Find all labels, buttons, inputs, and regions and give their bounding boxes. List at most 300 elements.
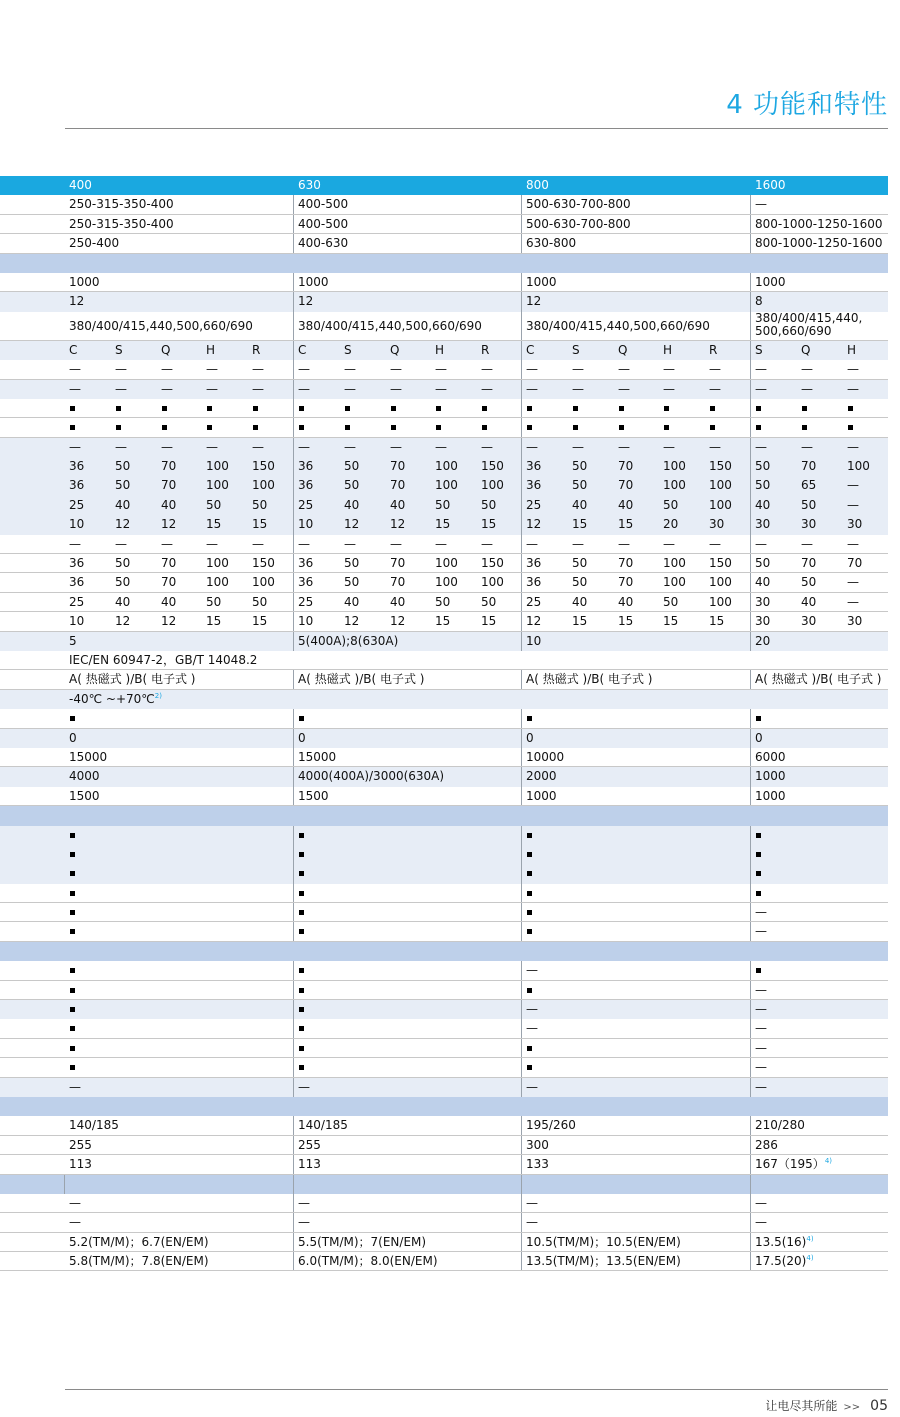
cell-text: —: [298, 1215, 310, 1230]
table-cell: [751, 1136, 892, 1154]
table-subcell: [252, 418, 258, 437]
table-subcell: —: [481, 362, 493, 377]
table-cell: [751, 234, 892, 252]
bullet-square-icon: [299, 891, 304, 896]
table-subcell: —: [709, 381, 721, 396]
cell-text: 133: [526, 1157, 549, 1172]
bullet-square-icon: [756, 871, 761, 876]
table-row: [0, 1019, 888, 1038]
table-subcell: 36: [526, 556, 542, 571]
table-subcell: 50: [755, 556, 771, 571]
cell-text: —: [298, 1079, 310, 1094]
footnote-ref: 4): [824, 1157, 832, 1166]
bullet-square-icon: [70, 425, 75, 430]
cell-text: 5.8(TM/M)；7.8(EN/EM): [69, 1254, 209, 1269]
table-cell: [65, 1213, 293, 1231]
bullet-square-icon: [299, 716, 304, 721]
table-subcell: [435, 399, 441, 418]
bullet-square-icon: [664, 425, 669, 430]
table-subcell: 40: [755, 497, 771, 512]
table-subcell: 150: [252, 459, 275, 474]
table-subcell: —: [847, 594, 859, 609]
column-divider: [293, 496, 294, 515]
table-subcell: 100: [481, 478, 504, 493]
table-row: [0, 612, 888, 631]
bullet-square-icon: [299, 1065, 304, 1070]
column-divider: [293, 1175, 294, 1194]
footnote-ref: 2): [154, 691, 162, 700]
table-subcell: —: [847, 362, 859, 377]
table-subcell: 15: [206, 614, 222, 629]
cell-text: 400-630: [298, 236, 349, 251]
bullet-square-icon: [299, 406, 304, 411]
table-cell: [65, 748, 293, 766]
table-subcell: 100: [709, 478, 732, 493]
table-subcell: C: [69, 342, 78, 357]
table-subcell: 100: [435, 575, 458, 590]
table-subcell: 100: [709, 594, 732, 609]
bullet-square-icon: [527, 871, 532, 876]
table-cell: [751, 273, 892, 291]
cell-text: 1500: [298, 788, 329, 803]
table-subcell: —: [115, 536, 127, 551]
cell-text: 5.5(TM/M)；7(EN/EM): [298, 1234, 427, 1249]
table-subcell: 50: [572, 556, 588, 571]
table-subcell: 50: [435, 594, 451, 609]
cell-text: 5: [69, 633, 77, 648]
bullet-square-icon: [756, 716, 761, 721]
table-row: [0, 195, 888, 214]
footer-slogan: 让电尽其所能: [765, 1399, 838, 1413]
table-cell: [65, 961, 293, 979]
table-cell: [294, 1116, 522, 1134]
bullet-square-icon: [391, 425, 396, 430]
table-cell: [294, 729, 522, 748]
cell-text: 2000: [526, 769, 557, 784]
table-subcell: 15: [481, 517, 497, 532]
table-subcell: 70: [618, 478, 634, 493]
table-subcell: 65: [801, 478, 817, 493]
table-row: [0, 312, 888, 341]
table-subcell: 15: [572, 614, 588, 629]
table-subcell: —: [344, 381, 356, 396]
table-subcell: [618, 418, 624, 437]
table-cell: [294, 922, 522, 940]
column-divider: [750, 1175, 751, 1194]
column-divider: [750, 476, 751, 495]
cell-text: 300: [526, 1137, 549, 1152]
table-cell: [751, 922, 892, 940]
bullet-square-icon: [299, 852, 304, 857]
table-cell: [522, 1116, 750, 1134]
table-cell: [522, 787, 750, 805]
table-subcell: C: [526, 342, 535, 357]
cell-text: 0: [755, 730, 763, 745]
table-subcell: [344, 399, 350, 418]
table-cell: [751, 729, 892, 748]
table-subcell: [663, 418, 669, 437]
table-cell: [751, 632, 892, 651]
column-divider: [293, 535, 294, 553]
table-subcell: 100: [252, 478, 275, 493]
cell-text: 380/400/415,440,: [755, 310, 863, 325]
column-divider: [750, 496, 751, 515]
table-subcell: S: [344, 342, 352, 357]
table-row: [0, 554, 888, 573]
table-subcell: 50: [344, 478, 360, 493]
cell-text: 10: [526, 633, 542, 648]
table-subcell: 15: [252, 517, 268, 532]
footer-rule: [65, 1389, 888, 1390]
cell-text: 255: [298, 1137, 321, 1152]
bullet-square-icon: [848, 425, 853, 430]
table-cell: [522, 922, 750, 940]
table-subcell: 12: [344, 614, 360, 629]
table-subcell: —: [526, 439, 538, 454]
bullet-square-icon: [527, 988, 532, 993]
table-cell: [751, 1233, 892, 1251]
table-subcell: 40: [115, 497, 131, 512]
table-subcell: —: [709, 536, 721, 551]
table-subcell: 10: [298, 517, 314, 532]
table-subcell: 40: [344, 594, 360, 609]
table-subcell: 50: [663, 594, 679, 609]
table-cell: [294, 1078, 522, 1097]
cell-text: 255: [69, 1137, 92, 1152]
table-cell: [751, 864, 892, 883]
table-cell: [294, 961, 522, 979]
cell-text: 380/400/415,440,500,660/690: [526, 318, 710, 333]
table-subcell: 12: [526, 614, 542, 629]
column-divider: [750, 573, 751, 591]
cell-text: 0: [526, 730, 534, 745]
cell-text: 500-630-700-800: [526, 216, 631, 231]
cell-text: 400-500: [298, 197, 349, 212]
table-subcell: [481, 399, 487, 418]
table-subcell: —: [526, 362, 538, 377]
table-subcell: —: [572, 439, 584, 454]
table-subcell: [161, 399, 167, 418]
bullet-square-icon: [664, 406, 669, 411]
table-subcell: [526, 399, 532, 418]
table-subcell: [344, 418, 350, 437]
table-cell: [294, 845, 522, 864]
table-cell: [522, 748, 750, 766]
bullet-square-icon: [527, 891, 532, 896]
column-divider: [750, 515, 751, 534]
table-subcell: 20: [663, 517, 679, 532]
table-subcell: 50: [344, 575, 360, 590]
cell-text: 1000: [755, 769, 786, 784]
table-subcell: —: [847, 381, 859, 396]
table-subcell: H: [206, 342, 216, 357]
bullet-square-icon: [527, 716, 532, 721]
table-subcell: —: [709, 439, 721, 454]
cell-text: 250-400: [69, 236, 120, 251]
column-divider: [521, 399, 522, 417]
table-cell: [751, 312, 892, 340]
table-subcell: 100: [435, 478, 458, 493]
table-subcell: [206, 418, 212, 437]
table-subcell: 50: [344, 556, 360, 571]
cell-text: —: [755, 1079, 767, 1094]
cell-text: 1000: [298, 274, 329, 289]
table-cell: [294, 1019, 522, 1037]
table-cell: [294, 903, 522, 921]
table-subcell: 25: [298, 497, 314, 512]
table-cell: [751, 884, 892, 902]
cell-text: —: [69, 1215, 81, 1230]
table-cell: [294, 981, 522, 999]
table-subcell: 70: [161, 575, 177, 590]
table-subcell: 50: [252, 594, 268, 609]
table-subcell: [481, 418, 487, 437]
table-subcell: [161, 418, 167, 437]
cell-text: —: [526, 1002, 538, 1017]
table-cell: [65, 1136, 293, 1154]
table-cell: [65, 1019, 293, 1037]
bullet-square-icon: [299, 1007, 304, 1012]
cell-text: 12: [526, 294, 542, 309]
table-cell: [294, 195, 522, 213]
table-row: [0, 767, 888, 786]
table-cell: [294, 826, 522, 845]
table-cell: [65, 709, 293, 727]
table-row: [0, 360, 888, 379]
table-cell: [522, 670, 750, 688]
bullet-square-icon: [527, 1046, 532, 1051]
bullet-square-icon: [299, 1046, 304, 1051]
table-row: [0, 1039, 888, 1058]
table-cell: [522, 884, 750, 902]
table-cell: [751, 1155, 892, 1173]
table-subcell: S: [572, 342, 580, 357]
section-row: [0, 806, 888, 825]
cell-text: 6.0(TM/M)；8.0(EN/EM): [298, 1254, 438, 1269]
table-cell: [751, 670, 892, 688]
column-divider: [293, 360, 294, 378]
table-subcell: 50: [115, 478, 131, 493]
cell-text: 250-315-350-400: [69, 197, 174, 212]
table-cell: [65, 312, 293, 340]
table-cell: [65, 1000, 293, 1019]
table-subcell: —: [572, 381, 584, 396]
column-divider: [521, 593, 522, 611]
cell-text: 5(400A);8(630A): [298, 633, 399, 648]
page-title: 4 功能和特性: [726, 90, 888, 120]
table-cell: [522, 273, 750, 291]
table-subcell: 100: [847, 459, 870, 474]
footnote-ref: 4): [806, 1234, 814, 1243]
table-subcell: R: [252, 342, 261, 357]
bullet-square-icon: [619, 406, 624, 411]
table-subcell: 36: [526, 575, 542, 590]
column-divider: [293, 438, 294, 457]
table-row: [0, 476, 888, 495]
table-subcell: 50: [801, 497, 817, 512]
bullet-square-icon: [299, 910, 304, 915]
bullet-square-icon: [253, 406, 258, 411]
table-cell: [522, 961, 750, 979]
table-cell: [294, 1058, 522, 1076]
table-subcell: 15: [435, 517, 451, 532]
table-subcell: Q: [618, 342, 628, 357]
column-header: 800: [526, 178, 549, 192]
cell-text: —: [526, 1215, 538, 1230]
table-subcell: 70: [847, 556, 863, 571]
table-cell: [65, 1078, 293, 1097]
bullet-square-icon: [299, 1026, 304, 1031]
column-divider: [293, 399, 294, 417]
table-row: [0, 1078, 888, 1097]
table-subcell: —: [663, 362, 675, 377]
table-subcell: 36: [526, 459, 542, 474]
column-divider: [750, 360, 751, 378]
table-subcell: 36: [69, 478, 85, 493]
bullet-square-icon: [527, 1065, 532, 1070]
table-subcell: [252, 399, 258, 418]
table-subcell: [390, 418, 396, 437]
table-subcell: 100: [481, 575, 504, 590]
table-subcell: —: [572, 362, 584, 377]
table-cell: [65, 903, 293, 921]
table-subcell: 50: [344, 459, 360, 474]
column-divider: [521, 612, 522, 630]
table-subcell: —: [206, 362, 218, 377]
table-subcell: —: [847, 478, 859, 493]
table-subcell: —: [847, 497, 859, 512]
table-cell: [294, 670, 522, 688]
bullet-square-icon: [70, 891, 75, 896]
bullet-square-icon: [162, 406, 167, 411]
cell-text: 140/185: [69, 1118, 119, 1133]
cell-text: 1000: [755, 788, 786, 803]
cell-text: 500-630-700-800: [526, 197, 631, 212]
footer-arrows: >>: [843, 1402, 861, 1413]
bullet-square-icon: [802, 425, 807, 430]
table-subcell: 40: [572, 497, 588, 512]
table-cell: [522, 729, 750, 748]
bullet-square-icon: [573, 406, 578, 411]
footnote-ref: 4): [806, 1254, 814, 1263]
table-row: [0, 864, 888, 883]
table-subcell: 40: [618, 594, 634, 609]
cell-text: —: [755, 1021, 767, 1036]
table-subcell: 70: [801, 459, 817, 474]
bullet-square-icon: [482, 425, 487, 430]
table-subcell: 15: [252, 614, 268, 629]
table-cell: [522, 709, 750, 727]
table-cell: [751, 748, 892, 766]
bullet-square-icon: [70, 716, 75, 721]
cell-text: 250-315-350-400: [69, 216, 174, 231]
table-subcell: 70: [161, 556, 177, 571]
table-subcell: 100: [206, 556, 229, 571]
table-subcell: 15: [572, 517, 588, 532]
table-cell: [522, 1233, 750, 1251]
table-subcell: —: [252, 362, 264, 377]
spec-table: [0, 176, 888, 1271]
bullet-square-icon: [527, 425, 532, 430]
cell-text: 113: [298, 1157, 321, 1172]
table-cell: [294, 787, 522, 805]
table-cell: [522, 1136, 750, 1154]
table-cell: [65, 1039, 293, 1057]
table-subcell: 70: [618, 459, 634, 474]
table-subcell: R: [481, 342, 490, 357]
table-subcell: —: [709, 362, 721, 377]
table-cell: [65, 273, 293, 291]
table-subcell: 50: [572, 575, 588, 590]
table-cell: [65, 1058, 293, 1076]
table-cell: [751, 1194, 892, 1212]
table-subcell: 100: [663, 478, 686, 493]
table-subcell: —: [252, 381, 264, 396]
table-cell: [294, 312, 522, 340]
table-subcell: 25: [69, 594, 85, 609]
table-subcell: —: [161, 536, 173, 551]
table-subcell: 70: [161, 459, 177, 474]
table-subcell: 70: [161, 478, 177, 493]
table-subcell: 12: [161, 614, 177, 629]
table-subcell: 100: [709, 497, 732, 512]
table-subcell: 30: [801, 517, 817, 532]
column-divider: [521, 457, 522, 476]
table-subcell: 36: [69, 556, 85, 571]
bullet-square-icon: [436, 406, 441, 411]
table-cell: [294, 884, 522, 902]
table-subcell: —: [344, 439, 356, 454]
column-divider: [293, 380, 294, 399]
cell-text: 12: [298, 294, 314, 309]
table-subcell: —: [618, 381, 630, 396]
table-row: [0, 748, 888, 767]
table-subcell: Q: [390, 342, 400, 357]
table-subcell: 30: [755, 614, 771, 629]
table-row: [0, 515, 888, 534]
table-row: [0, 535, 888, 554]
cell-text: 20: [755, 633, 771, 648]
column-divider: [293, 418, 294, 436]
cell-text: 195/260: [526, 1118, 576, 1133]
table-cell: [65, 1194, 293, 1212]
column-divider: [64, 1175, 65, 1194]
column-divider: [750, 554, 751, 572]
table-subcell: 40: [801, 594, 817, 609]
table-subcell: —: [435, 536, 447, 551]
header-rule: [65, 128, 888, 129]
cell-text: —: [755, 1040, 767, 1055]
table-subcell: 12: [161, 517, 177, 532]
table-cell: [522, 1078, 750, 1097]
bullet-square-icon: [70, 988, 75, 993]
cell-text: 13.5(TM/M)；13.5(EN/EM): [526, 1254, 681, 1269]
bullet-square-icon: [756, 425, 761, 430]
table-subcell: 15: [206, 517, 222, 532]
table-row: [0, 845, 888, 864]
column-divider: [750, 535, 751, 553]
table-row: [0, 981, 888, 1000]
column-divider: [521, 418, 522, 436]
table-cell: [751, 903, 892, 921]
column-divider: [750, 380, 751, 399]
table-subcell: 70: [618, 575, 634, 590]
table-cell: [294, 1136, 522, 1154]
cell-text: —: [755, 905, 767, 920]
table-cell: [751, 195, 892, 213]
bullet-square-icon: [207, 425, 212, 430]
table-subcell: 10: [69, 517, 85, 532]
